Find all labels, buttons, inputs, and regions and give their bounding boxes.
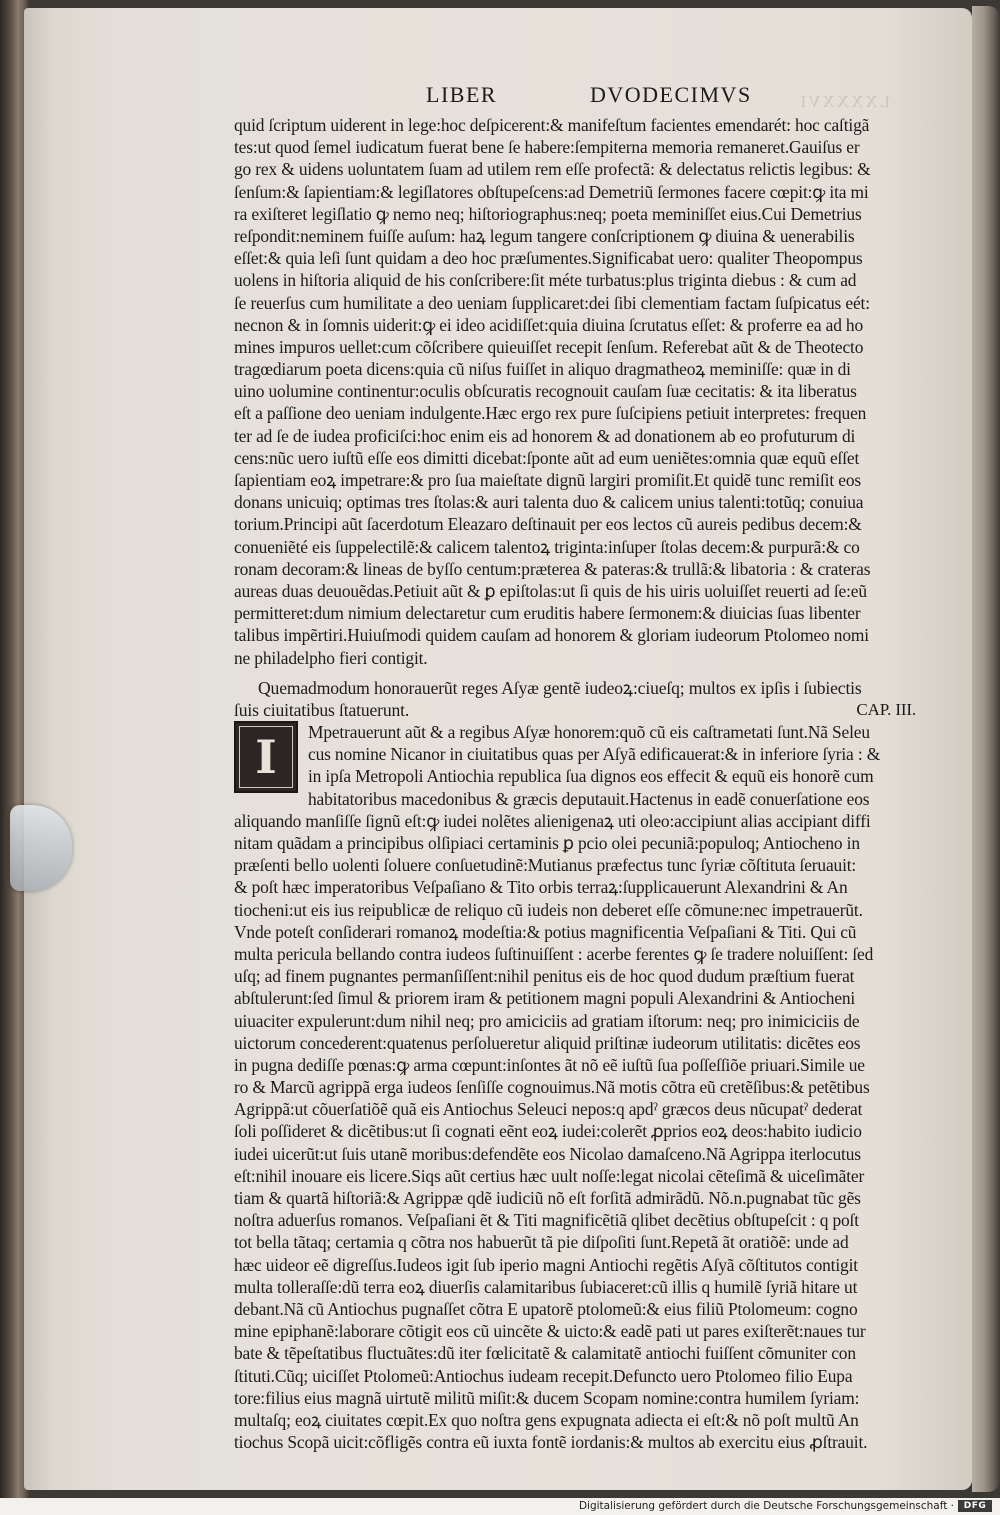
text-line: uiuaciter expulerunt:dum nihil neq; pro amiciciis ad gratiam iſtorum: neq; pro inimiciciis de <box>234 1010 860 1031</box>
text-line: in pugna dediſſe pœnas:ꝙ arma cœpunt:inſontes ãt nõ eẽ iuſtũ ſua poſſeſſiõe priuari.Simile ue <box>234 1054 865 1075</box>
text-line: tragœdiarum poeta dicens:quia cũ niſus fuiſſet in aliquo dragmatheoꝝ meminiſſe: quæ in di <box>234 359 851 380</box>
text-line: ronam decoram:& lineas de byſſo centum:præterea & pateras:& trullã:& libatoria : & crateras <box>234 558 871 579</box>
text-block <box>234 114 924 1453</box>
text-line: abſtulerunt:ſed ſimul & priorem iram & petitionem magni populi Alexandrini & Antiocheni <box>234 988 856 1009</box>
text-line: Vnde poteſt conſiderari romanoꝝ modeſtia:& potius magnificentia Veſpaſiani & Titi. Qui cũ <box>234 921 857 942</box>
running-header <box>0 80 1000 112</box>
text-line: torium.Principi aũt ſacerdotum Eleazaro deſtinauit per eos lectos cũ aureis pedibus decem:& <box>234 514 862 535</box>
text-line: tore:filius eius magnã uirtutẽ militũ miſit:& ducem Scopam nomine:contra humilem ſyriam: <box>234 1387 860 1408</box>
text-line: uſq; ad finem pugnantes permanſiſſent:nihil penitus eis de hoc quod dudum præſtium fuerat <box>234 966 855 987</box>
text-line: in ipſa Metropoli Antiochia republica ſua dignos eos effecit & equũ eis honorẽ cum <box>308 766 874 787</box>
text-line: nitam quãdam a principibus olſipiaci certaminis ꝑ pcio olei pecuniã:populoq; Antiocheno in <box>234 833 860 853</box>
header-liber: LIBER <box>426 82 498 107</box>
initial-letter: I <box>239 726 293 788</box>
text-line: præſenti bello uolenti ſoluere conſuetudinẽ:Mutianus præfectus tunc ſyriæ cõſtituta ſeruauit: <box>234 855 857 876</box>
text-line: bate & tẽpeſtatibus fluctuãtes:dũ iter fœlicitatẽ & calamitatẽ antiochi fuiſſent cõmuniter con <box>234 1343 856 1364</box>
text-line: cens:nũc uero iuſtũ eſſe eos dimitti dicebat:ſponte aũt ad eum ueniẽtes:omnia quæ equũ eſſet <box>234 447 860 468</box>
text-line: noſtra aduerſus romanos. Veſpaſiani ẽt & Titi magnificẽtiã qlibet decẽtius obſtupeſcit : q poſt <box>234 1210 859 1231</box>
text-line: Mpetrauerunt aũt & a regibus Aſyæ honorem:quõ cũ eis caſtrametati ſunt.Nã Seleu <box>308 722 870 743</box>
text-line: ra exiſteret legiſlatio ꝙ nemo neq; hiſtoriographus:neq; poeta meminiſſet eius.Cui Demetrius <box>234 203 862 224</box>
text-line: debant.Nã cũ Antiochus pugnaſſet cõtra E upatorẽ ptolomeũ:& eius filiũ Ptolomeum: cogno <box>234 1298 858 1319</box>
text-line: tiocheni:ut eis ius reipublicæ de reliquo cũ iudeis non deberet eſſe cõmune:nec impetrauerũt. <box>234 899 863 920</box>
text-line: hæc uideor eẽ digreſſus.Iudeos igit ſub iperio magni Antiochi regẽtis Aſyã cõſtitutos contigit <box>234 1254 858 1275</box>
chapter-body <box>234 810 924 1453</box>
footer <box>0 1498 1000 1515</box>
text-line: ro & Marcũ agrippã erga iudeos ſenſiſſe cognouimus.Nã motis cõtra eũ cretẽſibus:& petẽtibus <box>234 1077 870 1098</box>
text-line: go rex & uidens uoluntatem ſuam ad utilem rem eſſe profectã: & delectatus relictis legibus: & <box>234 159 871 180</box>
text-line: mine epiphanẽ:laborare cõtigit eos cũ uincẽte & uicto:& eadẽ pati ut pares exiſterẽt:naues tur <box>234 1321 866 1342</box>
text-line: & poſt hæc imperatoribus Veſpaſiano & Tito orbis terraꝝ:ſupplicauerunt Alexandrini & An <box>234 877 848 898</box>
text-line: ne philadelpho fieri contigit. <box>234 647 428 668</box>
text-line: multaſq; eoꝝ ciuitates cœpit.Ex quo noſtra gens expugnata adiecta ei eſt:& nõ poſt multũ An <box>234 1409 859 1430</box>
chapter-heading-line: Quemadmodum honorauerũt reges Aſyæ gentẽ iudeoꝝ:ciueſq; multos ex ipſis i ſubiectis <box>258 677 862 698</box>
chapter-label: CAP. III. <box>856 699 916 719</box>
text-line: multa tolleraſſe:dũ terra eoꝝ diuerſis calamitaribus ſubiaceret:cũ illis q humilẽ ſyriã hitare ut <box>234 1276 858 1297</box>
text-line: ſe reuerſus cum humilitate a deo ueniam ſupplicaret:dei ſibi clementiam factam ſuſpicatus eét: <box>234 292 870 313</box>
text-line: ſoli poſſideret & dicẽtibus:ut ſi cognati eẽnt eoꝝ iudei:colerẽt ꝓprios eoꝝ deos:habito iudicio <box>234 1121 862 1142</box>
text-line: necnon & in ſomnis uiderit:ꝙ ei ideo acidiſſet:quia diuina ſcrutatus eſſet: & proferre ea ad ho <box>234 314 864 335</box>
text-line: uino uolumine continentur:oculis obſcuratis recognouit cauſam ſuæ cecitatis: & ita liberatus <box>234 381 857 402</box>
text-line: eſſet:& quia leſi ſunt quidam a deo hoc præſumentes.Significabat uero: qualiter Theopompus <box>234 248 863 269</box>
bleed-through-header: LXXXXVI <box>798 92 890 111</box>
text-line: multa pericula bellando contra iudeos ſuſtinuiſſent : acerbe ferentes ꝙ ſe tradere noluiſſent: ſed <box>234 943 874 964</box>
text-line: aliquando manſiſſe ſignũ eſt:ꝙ iudei nolẽtes alienigenaꝝ uti oleo:accipiunt alias accipiant diffi <box>234 810 871 831</box>
text-line: quid ſcriptum uiderent in lege:hoc deſpicerent:& manifeſtum facientes emendarét: hoc caſtigã <box>234 115 870 135</box>
text-line: uictorum concederent:quatenus perſolueretur aliquid priſtinæ iudeorum utilitatis: dicẽtes eos <box>234 1032 861 1053</box>
text-line: donans unicuiq; optimas tres ſtolas:& auri talenta duo & calicem unius talenti:totũq; conuiua <box>234 492 864 513</box>
chapter-heading-line <box>234 699 924 721</box>
text-line: cus nomine Nicanor in ciuitatibus quas per Aſyã edificauerat:& in inferiore ſyria : & <box>308 744 881 765</box>
text-line: permitteret:dum nimium delectaretur cum eruditis habere ſermonem:& diuicias ſuas libenter <box>234 603 861 624</box>
text-line: ſtituti.Cũq; uiciſſet Ptolomeũ:Antiochus iudeam recepit.Defuncto uero Ptolomeo filio Eupa <box>234 1365 853 1386</box>
text-line: iudei uicerũt:ut ſuis utanẽ moribus:defendẽte eos Nicolao damaſceno.Nã Agrippa iterlocutus <box>234 1143 861 1164</box>
text-line: tes:ut quod ſemel iudicatum fuerat bene ſe habere:ſempiterna memoria remaneret.Gauiſus er <box>234 137 860 158</box>
text-line: aureas duas deuouẽdas.Petiuit aũt & ꝑ epiſtolas:ut ſi quis de his uiris uoluiſſet reuerti ad ſe:eũ <box>234 580 867 601</box>
text-line: ſenſum:& ſapientiam:& legiſlatores obſtupeſcens:ad Demetriũ ſermones facere cœpit:ꝙ ita mi <box>234 181 869 202</box>
text-line: tiochus Scopã uicit:cõfligẽs contra eũ iuxta fontẽ iordanis:& multos ab exercitu eius ꝓſtrauit. <box>234 1432 868 1453</box>
decorated-initial <box>234 721 298 793</box>
chapter-drop-lines <box>234 721 924 810</box>
footer-credit: Digitalisierung gefördert durch die Deutsche Forschungsgemeinschaft · <box>578 1500 954 1512</box>
paragraph-previous-chapter <box>234 114 924 669</box>
text-line: ſapientiam eoꝝ impetrare:& pro ſua maieſtate dignũ largiri promiſit.Et quidẽ tunc remiſit eos <box>234 470 861 490</box>
text-line: ter ad ſe de iudea proficiſci:hoc enim eis ad honorem & ad donationem ab eo profuturum di <box>234 425 856 446</box>
text-line: talibus impẽrtiri.Huiuſmodi quidem cauſam ad honorem & gloriam iudeorum Ptolomeo nomi <box>234 625 869 646</box>
text-line: conueniẽté eis ſuppelectilẽ:& calicem talentoꝝ triginta:inſuper ſtolas decem:& purpurã:& co <box>234 536 860 557</box>
text-line: uolens in hiſtoria aliquid de his conſcribere:ſit méte turbatus:plus triginta diebus : & cum ad <box>234 270 857 291</box>
text-line: eſt:nihil inouare eis licere.Siqs aũt certius hæc uult noſſe:legat nicolai cẽteſimã & uiceſimãter <box>234 1165 865 1186</box>
text-line: Agrippã:ut cõuerſatiõẽ quã eis Antiochus Seleuci nepos:q apdˀ græcos deus nũcupatˀ dederat <box>234 1099 863 1120</box>
header-duodecimus: DVODECIMVS <box>590 82 752 107</box>
text-line: habitatoribus macedonibus & græcis deputauit.Hactenus in eadẽ conuerſatione eos <box>308 788 870 809</box>
text-line: tot bella tãtaq; certamia q cõtra nos habuerũt tã pie diſpoſiti ſunt.Repetã ãt oratiõẽ: unde ad <box>234 1232 849 1253</box>
dfg-logo: DFG <box>958 1500 992 1512</box>
text-line: reſpondit:neminem fuiſſe auſum: haꝝ legum tangere conſcriptionem ꝙ diuina & uenerabilis <box>234 225 855 246</box>
text-line: tiam & quartã hiſtoriã:& Agrippæ qdẽ iudiciũ nõ eſt forſitã admirãdũ. Nõ.n.pugnabat tũc gẽs <box>234 1188 861 1208</box>
text-line: mines impuros uellet:cum cõſcribere quieuiſſet recepit ſenſum. Referebat aũt & de Theotecto <box>234 336 864 357</box>
chapter-heading <box>234 677 924 721</box>
text-line: eſt a paſſione deo ueniam indulgente.Hæc ergo rex pure ſuſcipiens petiuit interpretes: frequen <box>234 403 867 424</box>
chapter-heading-text: ſuis ciuitatibus ſtatuerunt. <box>234 699 410 720</box>
page-stack-edge <box>972 6 1000 1492</box>
chapter-opening <box>234 721 924 810</box>
